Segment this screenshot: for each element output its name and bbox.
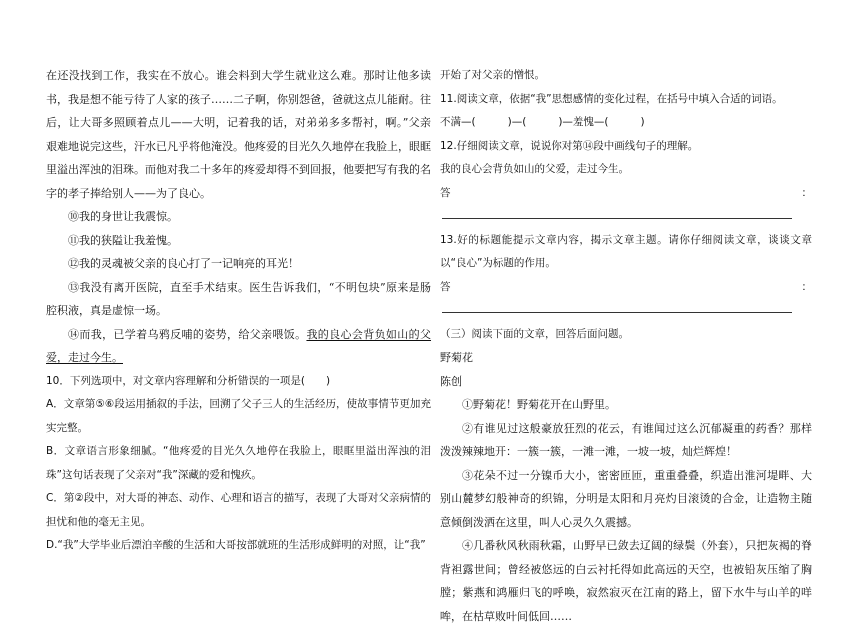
question-10: 10．下列选项中，对文章内容理解和分析错误的一项是( ) — [46, 374, 331, 387]
question-13: 13.好的标题能提示文章内容，揭示文章主题。请你仔细阅读文章，谈谈文章以“良心”为标题的作用。 — [440, 233, 812, 269]
question-12-quote: 我的良心会背负如山的父爱，走过今生。 — [440, 163, 629, 175]
article-paragraph-1: ①野菊花！野菊花开在山野里。 — [462, 398, 616, 411]
underlined-sentence: 我的良心会背负如山的父爱，走过今生。 — [46, 327, 432, 364]
answer-line-13 — [440, 276, 812, 323]
paragraph-10: ⑩我的身世让我震惊。 — [68, 210, 178, 223]
answer-label: 答： — [440, 186, 812, 199]
option-c: C．第②段中，对大哥的神态、动作、心理和语言的描写，表现了大哥对父亲病情的担忧和他的毫无主见。 — [46, 492, 431, 528]
option-d: D.“我”大学毕业后漂泊辛酸的生活和大哥按部就班的生活形成鲜明的对照，让“我” — [46, 539, 426, 551]
paragraph-intro: 在还没找到工作，我实在不放心。谁会料到大学生就业这么难。那时让他多读书，我是想不能亏待了人家的孩子……二子啊，你别怨爸，爸就这点儿能耐。往后，让大哥多照顾着点儿——大明，记着我的话，对弟弟多多帮衬，啊。”父亲艰难地说完这些，汗水已凡乎将他淹没。他疼爱的目光久久地停在我脸上，眼眶里溢出浑浊的泪珠。而他对我二十多年的疼爱却得不到回报，他要把写有我的名字的孝子捧给别人——为了良心。 — [46, 69, 431, 200]
blank-part-b: )—( — [507, 116, 527, 128]
section-3-heading: （三）阅读下面的文章，回答后面问题。 — [440, 327, 629, 340]
answer-field-13[interactable] — [442, 300, 792, 313]
paragraph-13: ⑬我没有离开医院，直至手术结束。医生告诉我们，“不明包块”原来是肠腔积液，真是虚惊一场。 — [46, 280, 431, 317]
paragraph-14 — [46, 323, 431, 370]
answer-field-12[interactable] — [442, 206, 792, 219]
option-b: B．文章语言形象细腻。“他疼爱的目光久久地停在我脸上，眼眶里溢出浑浊的泪珠”这句话表现了父亲对“我”深藏的爱和愧疚。 — [46, 445, 431, 481]
paragraph-11: ⑪我的狭隘让我羞愧。 — [68, 233, 178, 247]
article-paragraph-3: ③花朵不过一分镍币大小，密密匝匝，重重叠叠，织造出淮河堤畔、大别山麓梦幻般神奇的织锦，分明是太阳和月亮灼目滚烫的合金，让造物主随意倾倒泼洒在这里，叫人心灵久久震撼。 — [440, 468, 812, 529]
article-paragraph-4: ④几番秋风秋雨秋霜，山野早已敛去辽阔的绿鬓（外套），只把灰褐的脊背袒露世间；曾经被悠远的白云衬托得如此高远的天空，也被铅灰压缩了胸膛；紫燕和鸿雁归飞的呼唤，寂然寂灭在江南的路上，留下水牛与山羊的咩哞，在枯草败叶间低回…… — [440, 539, 812, 623]
article-paragraph-2: ②有谁见过这般豪放狂烈的花云，有谁闻过这么沉郁凝重的药香？那样泼泼辣辣地开：一簇一簇，一滩一滩，一坡一坡，灿烂辉煌！ — [440, 421, 812, 458]
question-12: 12.仔细阅读文章，说说你对第⑭段中画线句子的理解。 — [440, 139, 699, 152]
question-11: 11.阅读文章，依据“我”思想感情的变化过程，在括号中填入合适的词语。 — [440, 92, 783, 105]
right-column — [440, 64, 812, 628]
answer-line-12 — [440, 182, 812, 229]
article-author: 陈创 — [440, 374, 462, 388]
blank-part-d: ) — [640, 116, 645, 128]
left-column — [46, 64, 431, 558]
option-a: A．文章第⑤⑥段运用插叙的手法，回溯了父子三人的生活经历，使故事情节更加充实完整。 — [46, 398, 431, 434]
continued-line: 开始了对父亲的憎恨。 — [440, 69, 545, 81]
paragraph-12: ⑫我的灵魂被父亲的良心打了一记响亮的耳光！ — [68, 257, 299, 270]
blank-part-a: 不满—( — [440, 116, 476, 128]
paragraph-14-text: ⑭而我，已学着乌鸦反哺的姿势，给父亲喂饭。 — [68, 327, 307, 341]
article-title: 野菊花 — [440, 351, 473, 364]
blank-part-c: )—羞愧—( — [558, 116, 609, 128]
answer-label: 答： — [440, 280, 812, 293]
question-11-blanks — [440, 111, 812, 135]
